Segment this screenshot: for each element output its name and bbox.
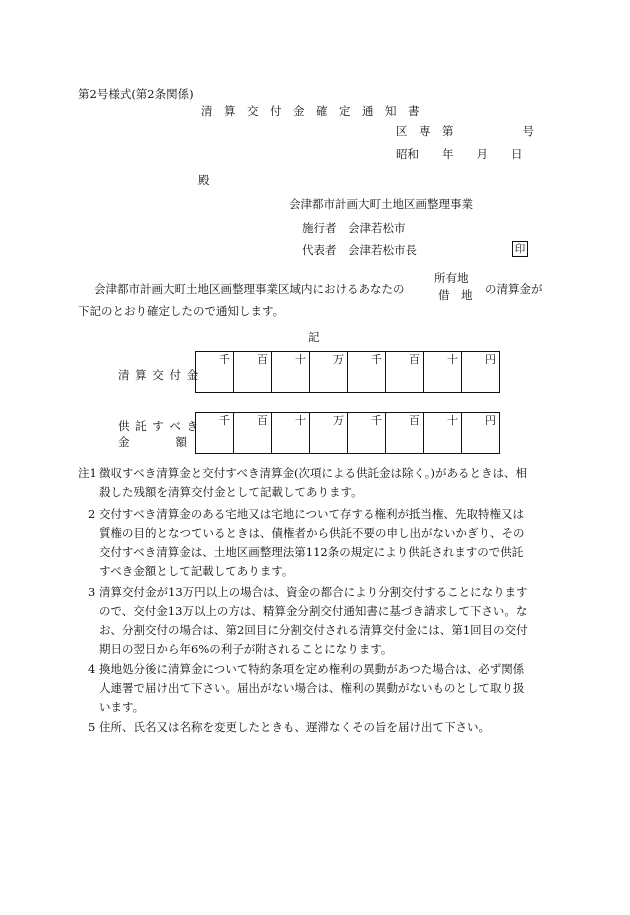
note-text: 清算交付金が13万円以上の場合は、資金の都合により分割交付することになりますので、交付金13万以上の方は、精算金分割交付通知書に基づき請求して下さい。なお、分割交付の場合は、第2回目に分割交付される清算交付金には、第1回目の交付期日の翌日から年6%の利子が附されることになります。 (99, 585, 528, 656)
note-number: 4 (88, 662, 96, 676)
reference-number: 区 専 第 号 (396, 124, 534, 138)
form-number: 第2号様式(第2条関係) (78, 87, 194, 101)
body-text-line2: 下記のとおり確定したので通知します。 (78, 304, 285, 318)
note-5 (78, 718, 530, 737)
digit-cell: 千 (348, 352, 386, 393)
implementer: 施行者 会津若松市 (302, 221, 406, 235)
bracket-lessee: 借 地 (438, 288, 473, 302)
issue-date: 昭和 年 月 日 (396, 147, 523, 161)
digit-cell: 千 (196, 413, 234, 454)
note-2 (78, 505, 530, 581)
digit-cell: 円 (462, 413, 500, 454)
settlement-amount-table (195, 351, 500, 393)
digit-cell: 百 (234, 352, 272, 393)
note-3 (78, 583, 530, 659)
digit-cell: 百 (386, 413, 424, 454)
note-number: 3 (88, 585, 96, 599)
digit-cell: 百 (386, 352, 424, 393)
digit-cell: 十 (272, 352, 310, 393)
note-text: 住所、氏名又は名称を変更したときも、遅滞なくその旨を届け出て下さい。 (99, 720, 490, 734)
note-number: 5 (88, 720, 96, 734)
seal-mark: 印 (512, 241, 528, 257)
digit-cell: 十 (272, 413, 310, 454)
digit-cell: 円 (462, 352, 500, 393)
digit-cell: 千 (348, 413, 386, 454)
digit-cell: 十 (424, 413, 462, 454)
digit-cell: 万 (310, 413, 348, 454)
digit-cell: 百 (234, 413, 272, 454)
digit-cell: 千 (196, 352, 234, 393)
body-text-line1: 会津都市計画大町土地区画整理事業区域内におけるあなたの (94, 282, 405, 296)
table2-label-line1: 供 託 す べ き (118, 419, 200, 433)
bracket-owner: 所有地 (434, 271, 469, 285)
addressee-suffix: 殿 (198, 173, 210, 187)
digit-cell: 十 (424, 352, 462, 393)
note-1 (78, 464, 530, 502)
project-name: 会津都市計画大町土地区画整理事業 (289, 197, 473, 211)
table2-label-line2: 金 額 (118, 435, 187, 449)
table1-label: 清 算 交 付 金 (118, 368, 200, 382)
note-text: 交付すべき清算金のある宅地又は宅地について存する権利が抵当権、先取特権又は質権の目的となつているときは、債権者から供託不要の申し出がないかぎり、その交付すべき清算金は、土地区画整理法第112条の規定により供託されますので供託すべき金額として記載してあります。 (99, 507, 525, 578)
digit-cell: 万 (310, 352, 348, 393)
note-text: 換地処分後に清算金について特約条項を定め権利の異動があつた場合は、必ず関係人連署で届け出て下さい。届出がない場合は、権利の異動がないものとして取り扱います。 (99, 662, 525, 714)
body-text-line1-end: の清算金が (485, 282, 543, 296)
note-number: 注1 (78, 466, 97, 480)
note-4 (78, 660, 530, 717)
ki-mark: 記 (308, 330, 320, 344)
document-title: 清 算 交 付 金 確 定 通 知 書 (201, 104, 420, 118)
note-number: 2 (88, 507, 96, 521)
deposit-amount-table (195, 412, 500, 454)
note-text: 徴収すべき清算金と交付すべき清算金(次項による供託金は除く。)があるときは、相殺した残額を清算交付金として記載してあります。 (99, 466, 528, 499)
representative: 代表者 会津若松市長 (302, 243, 417, 257)
